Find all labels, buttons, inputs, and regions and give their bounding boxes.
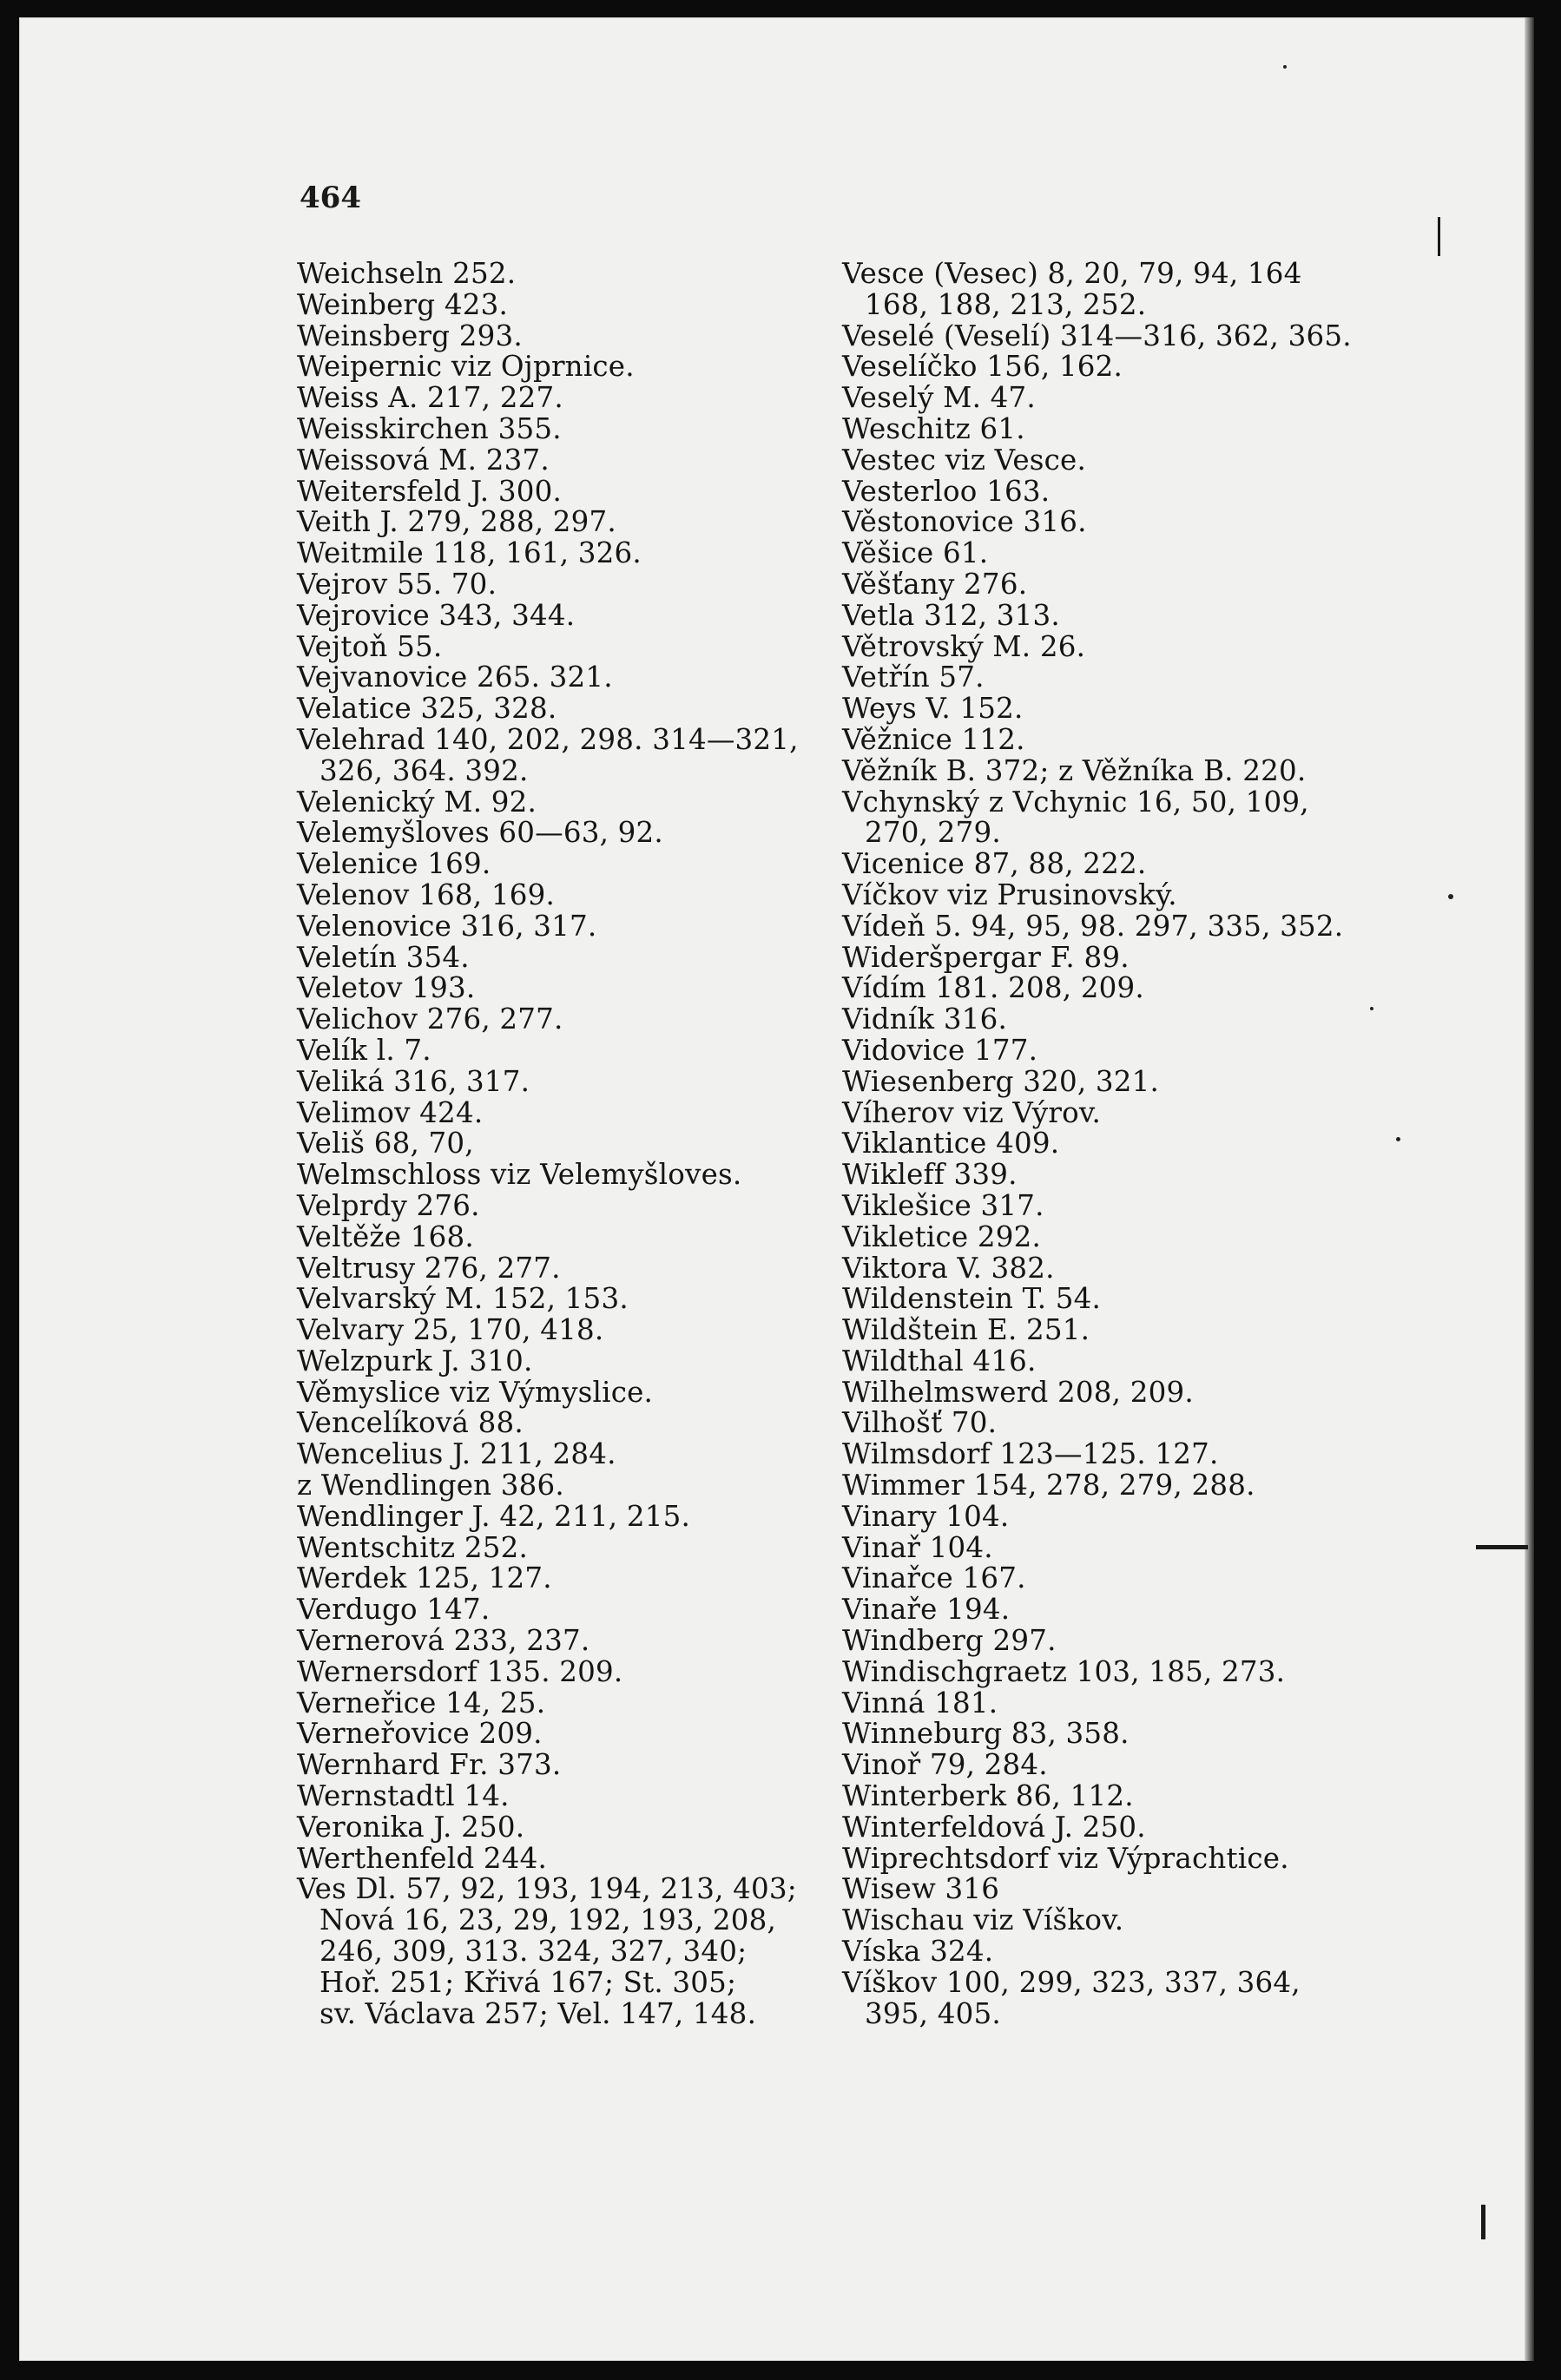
scan-mark	[1438, 217, 1440, 256]
page-edge-shadow	[1525, 17, 1534, 2361]
index-entry: Wilmsdorf 123—125. 127.	[842, 1437, 1219, 1471]
index-entry: Vetřín 57.	[842, 661, 985, 694]
scan-speck	[1283, 65, 1287, 69]
index-entry: Weitmile 118, 161, 326.	[297, 536, 642, 570]
index-entry: Velehrad 140, 202, 298. 314—321, 326, 364. 392.	[297, 722, 799, 787]
index-entry: Vetla 312, 313.	[842, 598, 1060, 632]
index-entry: Ves Dl. 57, 92, 193, 194, 213, 403; Nová 16, 23, 29, 192, 193, 208, 246, 309, 313. 324, 327, 340; Hoř. 251; Křivá 167; St. 305; sv. Václava 257; Vel. 147, 148.	[297, 1872, 797, 2030]
index-entry: Werdek 125, 127.	[297, 1561, 552, 1595]
index-entry: Velenov 168, 169.	[297, 878, 555, 911]
index-entry: Wimmer 154, 278, 279, 288.	[842, 1469, 1255, 1502]
index-entry: Vidník 316.	[842, 1003, 1008, 1036]
index-entry: Weys V. 152.	[842, 692, 1024, 726]
index-entry: Werthenfeld 244.	[297, 1841, 548, 1875]
index-entry: Weisskirchen 355.	[297, 411, 562, 445]
index-entry: Vejrovice 343, 344.	[297, 598, 576, 632]
index-entry: Vinná 181.	[842, 1686, 998, 1719]
index-entry: Weitersfeld J. 300.	[297, 474, 563, 508]
index-entry: Veronika J. 250.	[297, 1810, 525, 1844]
scan-mark	[1481, 2205, 1485, 2239]
index-entry: Víherov viz Výrov.	[842, 1095, 1102, 1129]
index-entry: Velichov 276, 277.	[297, 1003, 563, 1036]
index-entry: Vejvanovice 265. 321.	[297, 661, 613, 694]
index-entry: Velvarský M. 152, 153.	[297, 1282, 629, 1316]
index-entry: Weichseln 252.	[297, 257, 517, 290]
index-entry: Vinařce 167.	[842, 1561, 1026, 1595]
index-entry: Vernerová 233, 237.	[297, 1624, 590, 1658]
index-entry: Věšťany 276.	[842, 567, 1028, 601]
index-column-left	[297, 259, 809, 2029]
index-entry: Vencelíková 88.	[297, 1406, 524, 1440]
index-entry: Weschitz 61.	[842, 411, 1025, 445]
index-entry: Viklešice 317.	[842, 1188, 1044, 1222]
index-entry: Vidovice 177.	[842, 1033, 1038, 1067]
index-entry: Wiprechtsdorf viz Výprachtice.	[842, 1841, 1289, 1875]
index-entry: Vikletice 292.	[842, 1220, 1041, 1253]
index-entry: Vesce (Vesec) 8, 20, 79, 94, 164 168, 188, 213, 252.	[842, 257, 1302, 321]
index-entry: Welzpurk J. 310.	[297, 1344, 533, 1377]
index-entry: Wiesenberg 320, 321.	[842, 1064, 1160, 1098]
index-entry: Vinař 104.	[842, 1530, 993, 1564]
index-entry: Wernhard Fr. 373.	[297, 1748, 562, 1782]
index-entry: Wischau viz Víškov.	[842, 1903, 1124, 1937]
index-entry: Viktora V. 382.	[842, 1251, 1055, 1285]
index-entry: Weinsberg 293.	[297, 319, 523, 352]
index-entry: Weissová M. 237.	[297, 443, 550, 477]
index-entry: Winneburg 83, 358.	[842, 1717, 1130, 1751]
index-entry: Víska 324.	[842, 1935, 994, 1969]
index-entry: Velenovice 316, 317.	[297, 909, 597, 943]
index-entry: Vchynský z Vchynic 16, 50, 109, 270, 279.	[842, 785, 1309, 850]
index-entry: Vinaře 194.	[842, 1593, 1011, 1627]
index-entry: Weipernic viz Ojprnice.	[297, 350, 635, 384]
index-entry: Větrovský M. 26.	[842, 629, 1086, 663]
index-entry: Víčkov viz Prusinovský.	[842, 878, 1177, 911]
index-entry: Wildthal 416.	[842, 1344, 1037, 1377]
index-entry: Vejtoň 55.	[297, 629, 443, 663]
scan-speck	[1448, 894, 1453, 899]
index-entry: Vicenice 87, 88, 222.	[842, 847, 1147, 881]
index-entry: Vídeň 5. 94, 95, 98. 297, 335, 352.	[842, 909, 1344, 943]
index-entry: Věmyslice viz Výmyslice.	[297, 1375, 654, 1409]
index-entry: Velvary 25, 170, 418.	[297, 1313, 604, 1347]
index-entry: Vinary 104.	[842, 1499, 1010, 1533]
scan-speck	[1396, 1137, 1400, 1141]
index-entry: Věstonovice 316.	[842, 505, 1087, 539]
index-entry: Veselíčko 156, 162.	[842, 350, 1123, 384]
index-entry: Wideršpergar F. 89.	[842, 940, 1130, 974]
index-entry: Velprdy 276.	[297, 1188, 480, 1222]
index-entry: Wernstadtl 14.	[297, 1779, 510, 1813]
index-entry: Wisew 316	[842, 1872, 1000, 1906]
index-entry: Viklantice 409.	[842, 1127, 1060, 1160]
index-column-right	[842, 259, 1363, 2029]
index-entry: Weiss A. 217, 227.	[297, 381, 563, 415]
index-entry: Veletín 354.	[297, 940, 470, 974]
index-entry: Vilhošť 70.	[842, 1406, 998, 1440]
index-entry: Welmschloss viz Velemyšloves.	[297, 1158, 742, 1192]
index-entry: Veliká 316, 317.	[297, 1064, 530, 1098]
index-entry: Wentschitz 252.	[297, 1530, 529, 1564]
index-entry: Velimov 424.	[297, 1095, 484, 1129]
index-entry: Windischgraetz 103, 185, 273.	[842, 1654, 1286, 1688]
index-entry: Verneřovice 209.	[297, 1717, 543, 1751]
index-entry: Věžník B. 372; z Věžníka B. 220.	[842, 753, 1307, 787]
index-entry: Velík l. 7.	[297, 1033, 431, 1067]
index-entry: Veltěže 168.	[297, 1220, 474, 1253]
index-entry: Veletov 193.	[297, 971, 476, 1005]
page-number: 464	[300, 181, 361, 215]
index-entry: Velenický M. 92.	[297, 785, 537, 819]
index-entry: Vinoř 79, 284.	[842, 1748, 1048, 1782]
index-entry: Věžnice 112.	[842, 722, 1025, 756]
index-entry: Vestec viz Vesce.	[842, 443, 1086, 477]
index-entry: Veselé (Veselí) 314—316, 362, 365.	[842, 319, 1352, 352]
index-entry: Wencelius J. 211, 284.	[297, 1437, 616, 1471]
index-entry: Velenice 169.	[297, 847, 491, 881]
index-entry: Veselý M. 47.	[842, 381, 1036, 415]
index-entry: Weinberg 423.	[297, 287, 508, 321]
index-entry: Wildštein E. 251.	[842, 1313, 1090, 1347]
index-entry: Věšice 61.	[842, 536, 989, 570]
index-entry: Veltrusy 276, 277.	[297, 1251, 561, 1285]
index-entry: Wilhelmswerd 208, 209.	[842, 1375, 1194, 1409]
index-entry: Wendlinger J. 42, 211, 215.	[297, 1499, 690, 1533]
index-entry: Winterfeldová J. 250.	[842, 1810, 1146, 1844]
index-entry: Veliš 68, 70,	[297, 1127, 474, 1160]
index-entry: Windberg 297.	[842, 1624, 1057, 1658]
index-entry: Velatice 325, 328.	[297, 692, 557, 726]
index-entry: Veith J. 279, 288, 297.	[297, 505, 616, 539]
index-entry: Vídím 181. 208, 209.	[842, 971, 1144, 1005]
index-entry: Velemyšloves 60—63, 92.	[297, 816, 663, 850]
index-entry: Winterberk 86, 112.	[842, 1779, 1134, 1813]
index-entry: Vejrov 55. 70.	[297, 567, 497, 601]
index-entry: Vesterloo 163.	[842, 474, 1051, 508]
index-entry: Wikleff 339.	[842, 1158, 1018, 1192]
index-entry: Wildenstein T. 54.	[842, 1282, 1102, 1316]
scan-speck	[1370, 1007, 1373, 1010]
index-entry: Verneřice 14, 25.	[297, 1686, 546, 1719]
scan-mark	[1476, 1545, 1528, 1549]
index-entry: z Wendlingen 386.	[297, 1469, 564, 1502]
index-entry: Wernersdorf 135. 209.	[297, 1654, 623, 1688]
index-entry: Víškov 100, 299, 323, 337, 364, 395, 405.	[842, 1965, 1301, 2030]
index-entry: Verdugo 147.	[297, 1593, 491, 1627]
